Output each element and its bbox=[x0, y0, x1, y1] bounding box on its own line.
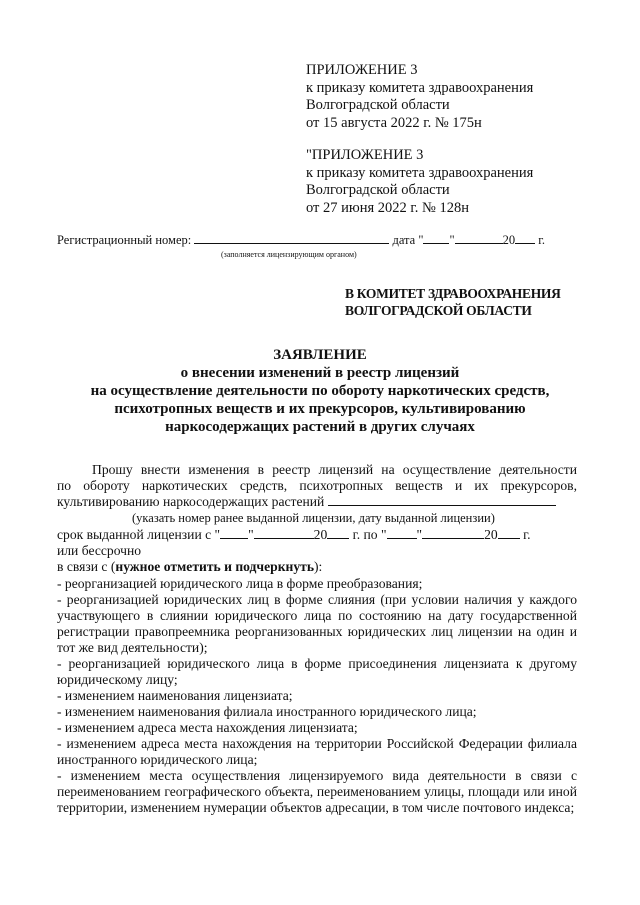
appendix-order-line: к приказу комитета здравоохранения bbox=[306, 79, 534, 96]
appendix-region-line: Волгоградской области bbox=[306, 182, 450, 198]
quote-mark: " bbox=[416, 527, 423, 542]
reason-suffix: ): bbox=[314, 559, 323, 574]
year-suffix: г. bbox=[523, 527, 531, 542]
appendix-order-line: к приказу комитета здравоохранения bbox=[306, 164, 534, 181]
registration-note: (заполняется лицензирующим органом) bbox=[221, 250, 357, 259]
quote-mark: " bbox=[248, 527, 254, 542]
reason-item[interactable]: - изменением адреса места нахождения лицензиата; bbox=[57, 720, 358, 735]
appendix-date-line: от 27 июня 2022 г. № 128н bbox=[306, 199, 469, 216]
term-line bbox=[57, 527, 531, 543]
addressee-line: ВОЛГОГРАДСКОЙ ОБЛАСТИ bbox=[345, 303, 532, 318]
term-to-label: г. по " bbox=[352, 527, 387, 542]
heading-line: о внесении изменений в реестр лицензий bbox=[180, 365, 460, 381]
registration-number-field[interactable] bbox=[194, 232, 389, 244]
reason-item[interactable]: - реорганизацией юридического лица в форме присоединения лицензиата к другому юридическому лицу; bbox=[57, 656, 577, 687]
document-title: ЗАЯВЛЕНИЕ bbox=[273, 347, 367, 363]
term-to-month-field[interactable] bbox=[422, 527, 484, 539]
appendix-title: "ПРИЛОЖЕНИЕ 3 bbox=[306, 147, 424, 163]
heading-line: наркосодержащих растений в других случаях bbox=[165, 419, 475, 435]
intro-line-3 bbox=[57, 494, 577, 510]
appendix-block-previous bbox=[306, 147, 533, 217]
quote-mark: " bbox=[449, 233, 455, 247]
reason-list bbox=[57, 576, 577, 816]
reason-item[interactable]: - изменением наименования филиала иностранного юридического лица; bbox=[57, 704, 477, 719]
reason-item[interactable]: - изменением наименования лицензиата; bbox=[57, 688, 293, 703]
reason-prefix: в связи с ( bbox=[57, 559, 116, 574]
intro-line-2: по обороту наркотических средств, психотропных веществ и их прекурсоров, bbox=[57, 478, 577, 493]
appendix-block-current bbox=[306, 62, 533, 132]
term-label: срок выданной лицензии с " bbox=[57, 527, 221, 542]
license-info-field[interactable] bbox=[328, 494, 556, 506]
registration-day-field[interactable] bbox=[423, 232, 449, 244]
term-to-day-field[interactable] bbox=[387, 527, 417, 539]
heading-line: психотропных веществ и их прекурсоров, культивированию bbox=[114, 401, 526, 417]
registration-line bbox=[57, 232, 545, 248]
year-suffix: г. bbox=[538, 233, 546, 247]
term-from-year-field[interactable] bbox=[327, 527, 349, 539]
reason-item[interactable]: - реорганизацией юридического лица в форме преобразования; bbox=[57, 576, 423, 591]
license-note: (указать номер ранее выданной лицензии, дату выданной лицензии) bbox=[132, 511, 495, 525]
year-prefix: 20 bbox=[502, 233, 516, 247]
registration-date-label: дата " bbox=[392, 233, 424, 247]
reason-line bbox=[57, 559, 322, 575]
reason-item[interactable]: - реорганизацией юридических лиц в форме слияния (при условии наличия у каждого участвующего в слиянии юридического лица по состоянию на дату государственной регистрации правопреемника реорганизованных юридических лиц лицензии на один и тот же вид деятельности); bbox=[57, 592, 577, 655]
heading-line: на осуществление деятельности по обороту наркотических средств, bbox=[90, 383, 550, 399]
document-heading bbox=[0, 346, 640, 436]
appendix-region-line: Волгоградской области bbox=[306, 97, 450, 113]
appendix-title: ПРИЛОЖЕНИЕ 3 bbox=[306, 62, 418, 78]
perpetual-option[interactable]: или бессрочно bbox=[57, 543, 142, 558]
addressee bbox=[345, 285, 561, 319]
year-prefix: 20 bbox=[484, 527, 498, 542]
appendix-date-line: от 15 августа 2022 г. № 175н bbox=[306, 114, 482, 131]
intro-line-1: Прошу внести изменения в реестр лицензий на осуществление деятельности bbox=[92, 462, 577, 477]
registration-month-field[interactable] bbox=[455, 232, 503, 244]
year-prefix: 20 bbox=[313, 527, 328, 542]
term-to-year-field[interactable] bbox=[498, 527, 520, 539]
registration-label: Регистрационный номер: bbox=[57, 233, 192, 247]
reason-instruction: нужное отметить и подчеркнуть bbox=[115, 559, 315, 574]
intro-line-3-text: культивированию наркосодержащих растений bbox=[57, 494, 325, 509]
reason-item[interactable]: - изменением места осуществления лицензируемого вида деятельности в связи с переименованием географического объекта, переименованием улицы, площади или иной территории, изменением нумерации объектов адресации, в том числе почтового индекса; bbox=[57, 768, 577, 815]
registration-year-field[interactable] bbox=[515, 232, 535, 244]
term-from-day-field[interactable] bbox=[220, 527, 248, 539]
reason-item[interactable]: - изменением адреса места нахождения на территории Российской Федерации филиала иностранного юридического лица; bbox=[57, 736, 577, 767]
term-from-month-field[interactable] bbox=[254, 527, 314, 539]
addressee-line: В КОМИТЕТ ЗДРАВООХРАНЕНИЯ bbox=[345, 286, 561, 301]
